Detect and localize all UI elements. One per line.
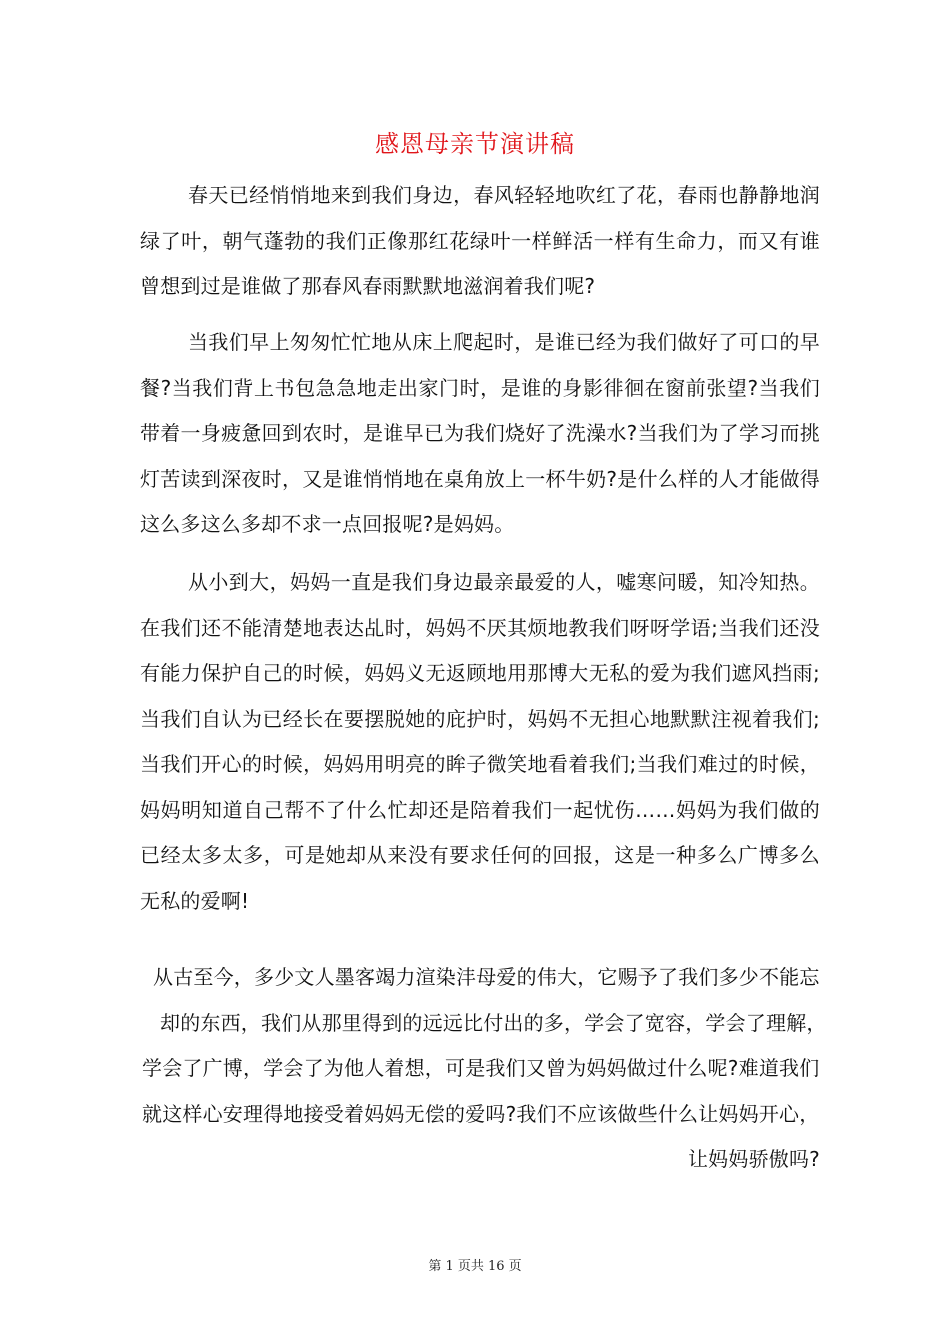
paragraph-line: 有能力保护自己的时候，妈妈义无返顾地用那博大无私的爱为我们遮风挡雨; (140, 661, 820, 685)
paragraph-line: 当我们开心的时候，妈妈用明亮的眸子微笑地看着我们;当我们难过的时候， (140, 752, 820, 776)
paragraph-line: 妈妈明知道自己帮不了什么忙却还是陪着我们一起忧伤……妈妈为我们做的 (140, 797, 820, 822)
paragraph-3 (140, 560, 820, 924)
paragraph-line: 绿了叶，朝气蓬勃的我们正像那红花绿叶一样鲜活一样有生命力，而又有谁 (140, 228, 820, 253)
paragraph-line: 无私的爱啊! (140, 888, 250, 913)
paragraph-line: 就这样心安理得地接受着妈妈无偿的爱吗?我们不应该做些什么让妈妈开心， (142, 1101, 820, 1126)
paragraph-line: 灯苦读到深夜时，又是谁悄悄地在桌角放上一杯牛奶?是什么样的人才能做得 (140, 466, 820, 491)
paragraph-4 (140, 955, 827, 1183)
paragraph-line: 餐?当我们背上书包急急地走出家门时，是谁的身影徘徊在窗前张望?当我们 (140, 375, 820, 400)
paragraph-line: 在我们还不能清楚地表达乩时，妈妈不厌其烦地教我们呀呀学语;当我们还没 (140, 615, 820, 640)
paragraph-line: 当我们早上匆匆忙忙地从床上爬起时，是谁已经为我们做好了可口的早 (188, 330, 820, 354)
paragraph-line: 带着一身疲惫回到农时，是谁早已为我们烧好了洗澡水?当我们为了学习而挑 (140, 421, 820, 445)
paragraph-line: 学会了广博，学会了为他人着想，可是我们又曾为妈妈做过什么呢?难道我们 (142, 1056, 820, 1080)
paragraph-line: 从古至今，多少文人墨客竭力渲染沣母爱的伟大，它赐予了我们多少不能忘 (153, 965, 820, 989)
paragraph-line: 却的东西，我们从那里得到的远远比付出的多，学会了宽容，学会了理解， (160, 1010, 827, 1035)
paragraph-line: 从小到大，妈妈一直是我们身边最亲最爱的人，嘘寒问暖，知冷知热。 (188, 570, 820, 594)
page-number-footer: 第 1 页共 16 页 (428, 1259, 522, 1274)
paragraph-line: 春天已经悄悄地来到我们身边，春风轻轻地吹红了花，春雨也静静地润 (188, 183, 820, 207)
document-title: 感恩母亲节演讲稿 (375, 130, 575, 158)
paragraph-2 (140, 320, 820, 548)
paragraph-line: 让妈妈骄傲吗? (687, 1147, 820, 1171)
paragraph-line: 已经太多太多，可是她却从来没有要求任何的回报，这是一种多么广博多么 (140, 843, 820, 867)
paragraph-line: 这么多这么多却不求一点回报呢?是妈妈。 (140, 512, 515, 536)
paragraph-line: 当我们自认为已经长在要摆脱她的庇护时，妈妈不无担心地默默注视着我们; (140, 706, 820, 731)
paragraph-line: 曾想到过是谁做了那春风春雨默默地滋润着我们呢? (140, 274, 596, 298)
paragraph-1 (140, 173, 820, 310)
